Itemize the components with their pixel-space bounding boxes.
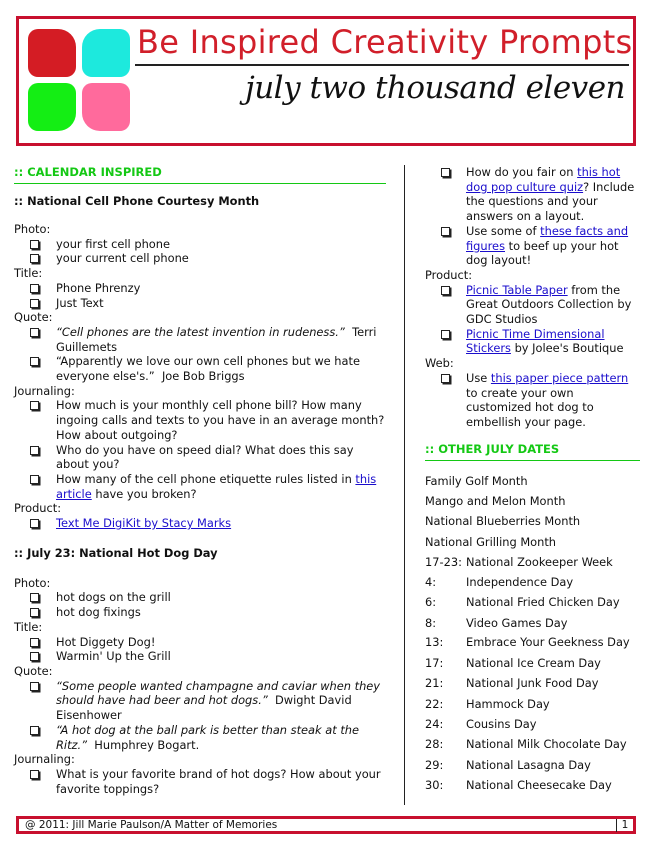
list-item: hot dog fixings	[14, 605, 386, 620]
title-divider	[135, 64, 629, 66]
list-item: your first cell phone	[14, 237, 386, 252]
cell-quote-list	[14, 325, 386, 384]
date-row: 30: National Cheesecake Day	[425, 777, 612, 792]
photo-label: Photo:	[14, 222, 51, 236]
this-article-link[interactable]: this article	[56, 471, 377, 501]
page-number: 1	[616, 819, 633, 832]
logo-green-square	[28, 83, 76, 131]
header-banner	[16, 16, 636, 146]
list-item: Just Text	[14, 296, 386, 311]
date-row: 21: National Junk Food Day	[425, 676, 599, 691]
product-label: Product:	[14, 501, 62, 516]
checkbox-bullet-icon	[30, 254, 39, 263]
list-item: What is your favorite brand of hot dogs? How about your favorite toppings?	[14, 767, 386, 796]
list-item: Warmin' Up the Grill	[14, 649, 386, 664]
title-label: Title:	[14, 619, 43, 634]
checkbox-bullet-icon	[30, 519, 39, 528]
section-title-other-dates: :: OTHER JULY DATES	[425, 442, 640, 461]
checkbox-bullet-icon	[441, 330, 450, 339]
hotdog-journal-list	[14, 767, 386, 796]
cell-title-list	[14, 281, 386, 310]
checkbox-bullet-icon	[441, 227, 450, 236]
checkbox-bullet-icon	[30, 652, 39, 661]
list-item: Hot Diggety Dog!	[14, 635, 386, 650]
list-item: How many of the cell phone etiquette rules listed in this article have you broken?	[14, 472, 386, 501]
list-item: Use some of these facts and figures to beef up your hot dog layout!	[425, 224, 640, 268]
month-row: National Blueberries Month	[425, 514, 581, 529]
checkbox-bullet-icon	[30, 401, 39, 410]
list-item: How do you fair on this hot dog pop culture quiz? Include the questions and your answers on a layout.	[425, 165, 640, 224]
hotdog-photo-list	[14, 590, 386, 619]
date-row: 8: Video Games Day	[425, 615, 568, 630]
hot-dog-heading: :: July 23: National Hot Dog Day	[14, 545, 218, 560]
checkbox-bullet-icon	[30, 328, 39, 337]
left-column	[14, 165, 386, 796]
page-subtitle: july two thousand eleven	[245, 70, 625, 106]
date-row: 17: National Ice Cream Day	[425, 656, 601, 671]
checkbox-bullet-icon	[30, 284, 39, 293]
checkbox-bullet-icon	[30, 770, 39, 779]
list-item	[14, 516, 386, 531]
logo-cyan-square	[82, 29, 130, 77]
photo-label: Photo:	[14, 575, 51, 590]
cell-photo-list	[14, 237, 386, 266]
cell-phone-heading: :: National Cell Phone Courtesy Month	[14, 194, 260, 208]
date-row: 28: National Milk Chocolate Day	[425, 737, 627, 752]
copyright-text: @ 2011: Jill Marie Paulson/A Matter of Memories	[25, 819, 278, 831]
quote-label: Quote:	[14, 663, 53, 678]
picnic-paper-link[interactable]: Picnic Table Paper	[466, 282, 568, 297]
date-row: 6: National Fried Chicken Day	[425, 595, 620, 610]
list-item: Picnic Table Paper from the Great Outdoors Collection by GDC Studios	[425, 283, 640, 327]
list-item: Phone Phrenzy	[14, 281, 386, 296]
quiz-link[interactable]: this hot dog pop culture quiz	[466, 165, 621, 194]
list-item: your current cell phone	[14, 251, 386, 266]
digikit-link[interactable]: Text Me DigiKit by Stacy Marks	[56, 516, 232, 531]
date-row: 29: National Lasagna Day	[425, 757, 591, 772]
checkbox-bullet-icon	[441, 286, 450, 295]
month-row: Mango and Melon Month	[425, 493, 566, 508]
hotdog-title-list	[14, 635, 386, 664]
logo-pink-square	[82, 83, 130, 131]
month-row: Family Golf Month	[425, 473, 528, 488]
column-divider	[404, 165, 405, 805]
checkbox-bullet-icon	[30, 682, 39, 691]
checkbox-bullet-icon	[30, 299, 39, 308]
checkbox-bullet-icon	[30, 475, 39, 484]
web-label: Web:	[425, 356, 454, 371]
checkbox-bullet-icon	[30, 726, 39, 735]
list-item: hot dogs on the grill	[14, 590, 386, 605]
picnic-stickers-link[interactable]: Picnic Time Dimensional Stickers	[466, 326, 605, 356]
cell-product-list	[14, 516, 386, 531]
checkbox-bullet-icon	[441, 374, 450, 383]
logo-red-square	[28, 29, 76, 77]
date-row: 17-23: National Zookeeper Week	[425, 554, 613, 569]
facts-link[interactable]: these facts and figures	[466, 223, 629, 253]
dates-list	[425, 471, 640, 795]
journaling-label: Journaling:	[14, 383, 75, 398]
checkbox-bullet-icon	[441, 168, 450, 177]
hotdog-journal-continued	[425, 165, 640, 268]
date-row: 22: Hammock Day	[425, 696, 550, 711]
list-item: How much is your monthly cell phone bill? How many ingoing calls and texts to you have in an average month? How about outgoing?	[14, 398, 386, 442]
checkbox-bullet-icon	[30, 446, 39, 455]
list-item: “Cell phones are the latest invention in rudeness.” Terri Guillemets	[14, 325, 386, 354]
quote-label: Quote:	[14, 310, 53, 325]
title-label: Title:	[14, 266, 43, 281]
list-item: Picnic Time Dimensional Stickers by Jolee's Boutique	[425, 327, 640, 356]
date-row: 4: Independence Day	[425, 575, 574, 590]
cell-journal-list	[14, 398, 386, 501]
checkbox-bullet-icon	[30, 240, 39, 249]
hotdog-quote-list	[14, 679, 386, 753]
list-item: “Some people wanted champagne and caviar when they should have had beer and hot dogs.” Dwight David Eisenhower	[14, 679, 386, 723]
product-label: Product:	[425, 267, 473, 282]
checkbox-bullet-icon	[30, 357, 39, 366]
checkbox-bullet-icon	[30, 608, 39, 617]
date-row: 13: Embrace Your Geekness Day	[425, 635, 630, 650]
section-title-calendar: :: CALENDAR INSPIRED	[14, 165, 386, 184]
checkbox-bullet-icon	[30, 638, 39, 647]
hotdog-web-list	[425, 371, 640, 430]
page-footer	[16, 816, 636, 834]
list-item: Who do you have on speed dial? What does this say about you?	[14, 443, 386, 472]
list-item: Use this paper piece pattern to create your own customized hot dog to embellish your page.	[425, 371, 640, 430]
right-column	[425, 165, 640, 795]
list-item: “Apparently we love our own cell phones but we hate everyone else's.” Joe Bob Briggs	[14, 354, 386, 383]
paper-piece-link[interactable]: this paper piece pattern	[490, 370, 629, 385]
page-title: Be Inspired Creativity Prompts	[137, 23, 633, 61]
checkbox-bullet-icon	[30, 593, 39, 602]
date-row: 24: Cousins Day	[425, 716, 537, 731]
hotdog-product-list	[425, 283, 640, 357]
journaling-label: Journaling:	[14, 752, 75, 767]
list-item: “A hot dog at the ball park is better than steak at the Ritz.” Humphrey Bogart.	[14, 723, 386, 752]
month-row: National Grilling Month	[425, 534, 557, 549]
